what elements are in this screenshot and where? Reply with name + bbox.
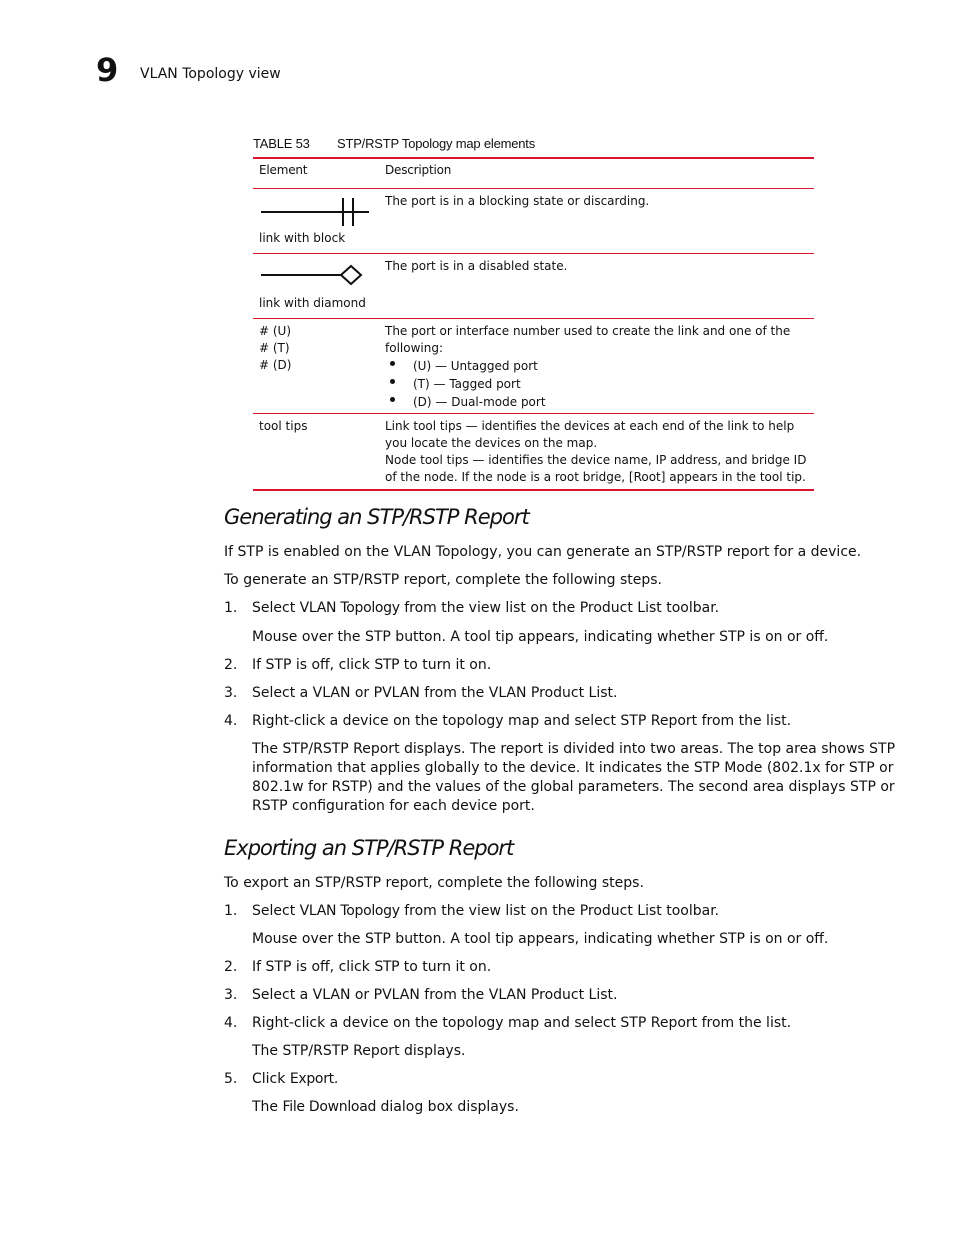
element-label: # (D) [259, 358, 292, 372]
table-caption [253, 136, 535, 151]
element-label: # (T) [259, 341, 290, 355]
table-header-row [253, 159, 814, 189]
section-heading: Exporting an STP/RSTP Report [224, 836, 514, 860]
ui-term: STP [374, 959, 400, 975]
table-row [253, 414, 814, 489]
list-item: 1. Select VLAN Topology from the view list on the Product List toolbar. [224, 600, 720, 616]
section-heading: Generating an STP/RSTP Report [224, 505, 529, 529]
ui-term: File Download [282, 1099, 377, 1115]
paragraph: The File Download dialog box displays. [252, 1099, 519, 1115]
list-item: 2. If STP is off, click STP to turn it on. [224, 657, 492, 673]
element-description: The port is in a blocking state or discarding. [385, 194, 650, 208]
paragraph: To export an STP/RSTP report, complete the following steps. [224, 875, 644, 891]
chapter-title: VLAN Topology view [140, 66, 281, 82]
list-item: 4. Right-click a device on the topology map and select STP Report from the list. [224, 713, 792, 729]
element-label: # (U) [259, 324, 292, 338]
table-row [253, 254, 814, 319]
column-header-description: Description [385, 163, 452, 177]
ui-term: Export [289, 1071, 334, 1087]
element-description: The port or interface number used to create the link and one of the following: [385, 324, 791, 355]
element-label: tool tips [259, 419, 308, 433]
element-description: Link tool tips — identifies the devices at each end of the link to help you locate the devices on the map. [385, 419, 795, 450]
paragraph: Mouse over the STP button. A tool tip appears, indicating whether STP is on or off. [252, 629, 829, 645]
paragraph: Mouse over the STP button. A tool tip appears, indicating whether STP is on or off. [252, 931, 829, 947]
ui-term: STP [374, 657, 400, 673]
element-description: Node tool tips — identifies the device name, IP address, and bridge ID of the node. If the node is a root bridge, [Root] appears in the tool tip. [385, 453, 807, 484]
table-title: STP/RSTP Topology map elements [337, 136, 536, 151]
list-item: 2. If STP is off, click STP to turn it on. [224, 959, 492, 975]
list-item: 5. Click Export. [224, 1071, 339, 1087]
table-number: TABLE 53 [253, 136, 310, 151]
list-item: (D) — Dual-mode port [385, 393, 808, 411]
table-row [253, 189, 814, 254]
list-item: (U) — Untagged port [385, 357, 808, 375]
paragraph: The STP/RSTP Report displays. [252, 1043, 466, 1059]
list-item: 3. Select a VLAN or PVLAN from the VLAN Product List. [224, 987, 618, 1003]
table-row [253, 319, 814, 414]
chapter-number: 9 [96, 51, 119, 89]
ui-term: VLAN Topology [299, 600, 400, 616]
list-item: 3. Select a VLAN or PVLAN from the VLAN Product List. [224, 685, 618, 701]
list-item: 4. Right-click a device on the topology map and select STP Report from the list. [224, 1015, 792, 1031]
link-with-diamond-icon [259, 263, 371, 293]
element-label: link with diamond [259, 296, 366, 310]
element-label: link with block [259, 231, 346, 245]
elements-table [253, 157, 814, 491]
link-with-block-icon [259, 197, 371, 233]
ui-term: VLAN Topology [299, 903, 400, 919]
paragraph: To generate an STP/RSTP report, complete the following steps. [224, 572, 662, 588]
paragraph: If STP is enabled on the VLAN Topology, you can generate an STP/RSTP report for a device. [224, 544, 862, 560]
paragraph: The STP/RSTP Report displays. The report is divided into two areas. The top area shows STP information that applies globally to the device. It indicates the STP Mode (802.1x for STP or 802.1w for RSTP) and the values of the global parameters. The second area displays STP or RSTP configuration for each device port. [252, 741, 896, 814]
list-item: (T) — Tagged port [385, 375, 808, 393]
element-description: The port is in a disabled state. [385, 259, 568, 273]
column-header-element: Element [259, 163, 308, 177]
list-item: 1. Select VLAN Topology from the view list on the Product List toolbar. [224, 903, 720, 919]
